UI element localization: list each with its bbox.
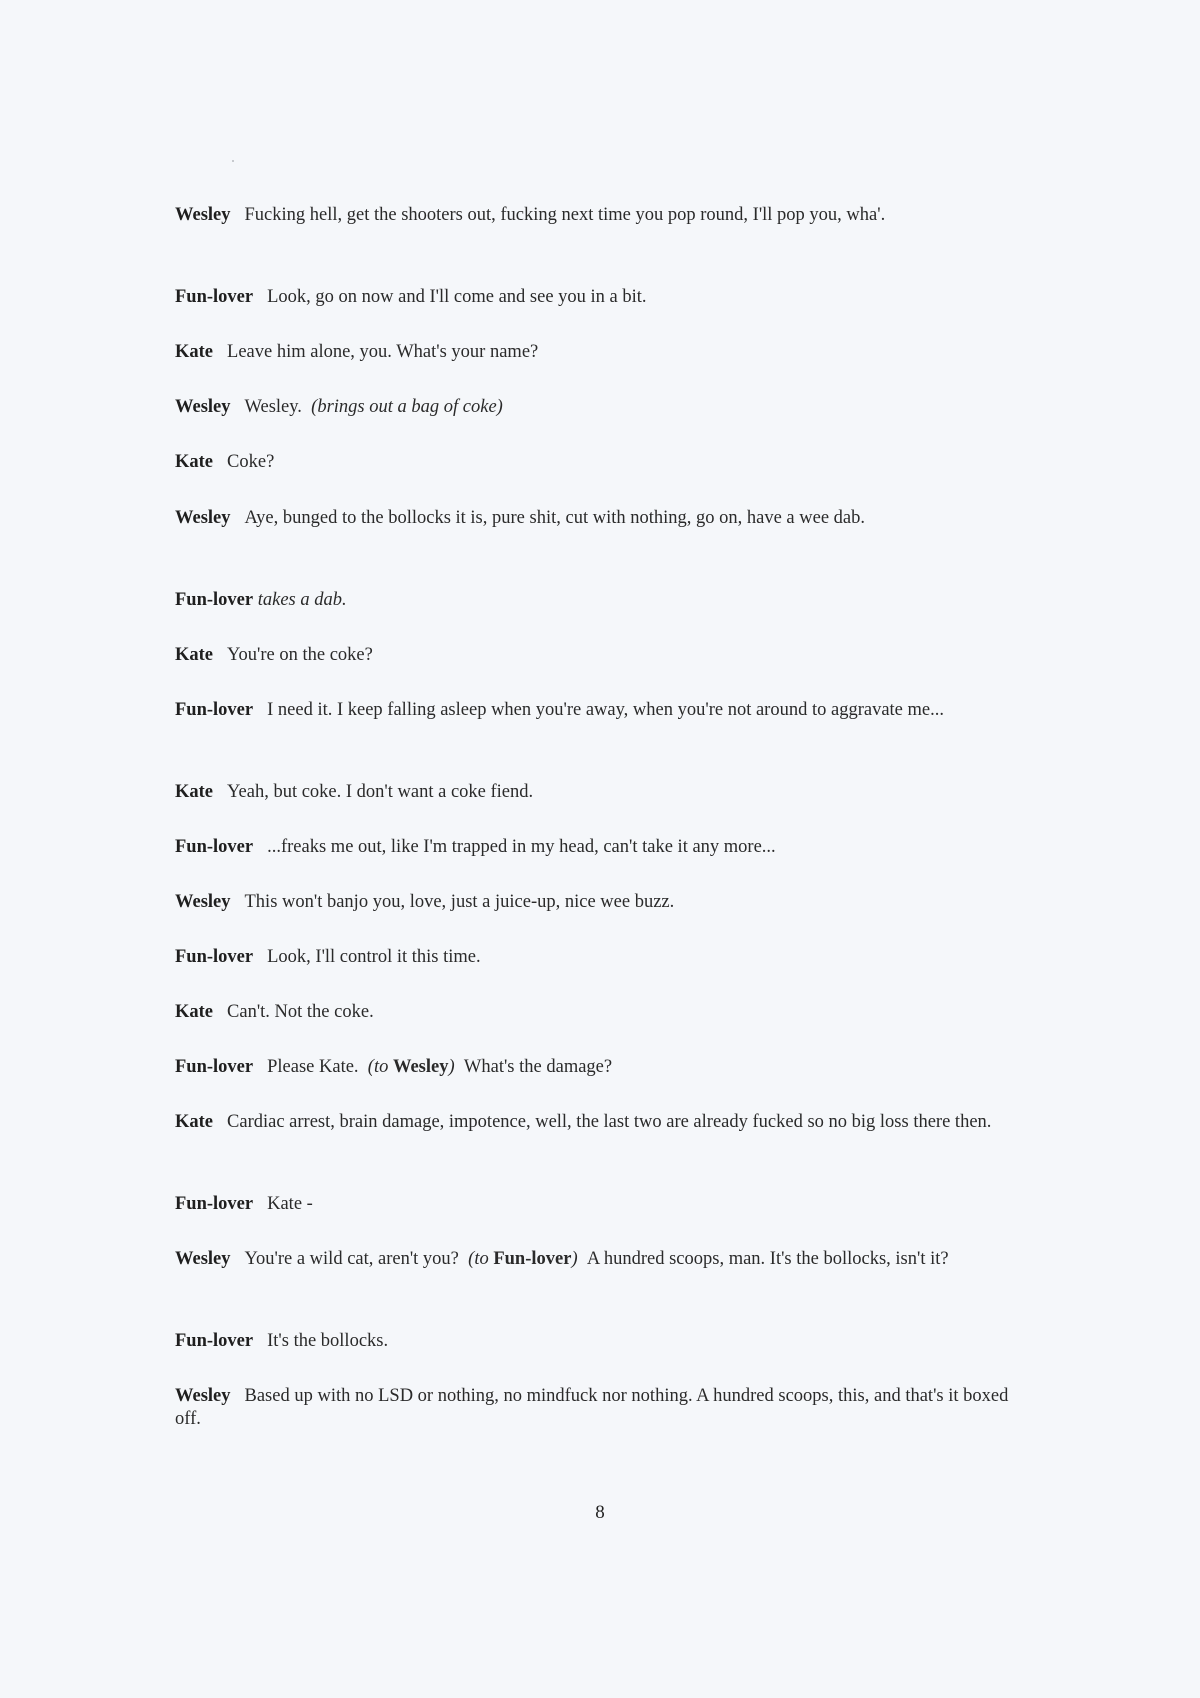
dialogue-line-2 <box>175 286 1030 309</box>
speaker-name: Kate <box>175 645 214 665</box>
speaker-name: Fun-lover <box>175 700 254 720</box>
speaker-name: Kate <box>175 1112 214 1132</box>
dialogue-text: Aye, bunged to the bollocks it is, pure shit, cut with nothing, go on, have a wee dab. <box>244 508 866 528</box>
speaker-name: Wesley <box>175 1386 231 1406</box>
dialogue-line-4 <box>175 396 1030 419</box>
stage-direction <box>368 1057 455 1077</box>
dialogue-text: Can't. Not the coke. <box>227 1002 374 1022</box>
speaker-name: Fun-lover <box>175 287 254 307</box>
dialogue-line-19 <box>175 1330 1030 1353</box>
dialogue-text: Fucking hell, get the shooters out, fucking next time you pop round, I'll pop you, wha'. <box>244 205 886 225</box>
dialogue-line-3 <box>175 341 1030 364</box>
dialogue-text: You're a wild cat, aren't you? <box>244 1249 459 1269</box>
dialogue-text: I need it. I keep falling asleep when you're away, when you're not around to aggravate me... <box>267 700 944 720</box>
page-number: 8 <box>595 1502 605 1523</box>
dialogue-text: Look, go on now and I'll come and see you in a bit. <box>267 287 647 307</box>
direction-prefix: (to <box>367 1057 389 1077</box>
dialogue-line-9 <box>175 699 1030 722</box>
stage-direction <box>468 1249 577 1269</box>
dialogue-text: Yeah, but coke. I don't want a coke fiend. <box>227 782 534 802</box>
dialogue-text: Leave him alone, you. What's your name? <box>227 342 539 362</box>
dialogue-line-7 <box>175 589 1030 612</box>
dialogue-text: Based up with no LSD or nothing, no mindfuck nor nothing. A hundred scoops, this, and that's it boxed off. <box>175 1386 1009 1429</box>
dialogue-text: Please Kate. <box>267 1057 359 1077</box>
speaker-name: Fun-lover <box>175 947 254 967</box>
dialogue-text: Look, I'll control it this time. <box>267 947 481 967</box>
stage-direction: (brings out a bag of coke) <box>311 397 503 417</box>
dialogue-line-12 <box>175 891 1030 914</box>
speaker-name: Wesley <box>175 397 231 417</box>
speaker-name: Kate <box>175 452 214 472</box>
direction-suffix: ) <box>571 1249 578 1269</box>
speaker-name: Wesley <box>175 508 231 528</box>
direction-prefix: (to <box>468 1249 489 1269</box>
dialogue-text: This won't banjo you, love, just a juice-up, nice wee buzz. <box>244 892 675 912</box>
speaker-name: Kate <box>175 1002 214 1022</box>
speaker-name: Fun-lover <box>175 837 254 857</box>
speaker-name: Fun-lover <box>175 1194 254 1214</box>
dialogue-line-8 <box>175 644 1030 667</box>
dialogue-line-13 <box>175 946 1030 969</box>
dialogue-line-18 <box>175 1248 1030 1271</box>
direction-character: Wesley <box>392 1057 449 1077</box>
speaker-name: Wesley <box>175 892 231 912</box>
dialogue-text: Coke? <box>227 452 275 472</box>
stage-direction: takes a dab. <box>257 590 347 610</box>
dialogue-line-5 <box>175 451 1030 474</box>
dialogue-line-11 <box>175 836 1030 859</box>
speaker-name: Wesley <box>175 205 231 225</box>
dialogue-text: Cardiac arrest, brain damage, impotence, well, the last two are already fucked so no big loss there then. <box>227 1112 992 1132</box>
dialogue-line-1 <box>175 204 1030 227</box>
direction-character: Fun-lover <box>493 1249 572 1269</box>
dialogue-text: It's the bollocks. <box>267 1331 389 1351</box>
dialogue-line-14 <box>175 1001 1030 1024</box>
speaker-name: Fun-lover <box>175 1057 254 1077</box>
dialogue-line-16 <box>175 1111 1030 1134</box>
dialogue-line-10 <box>175 781 1030 804</box>
speaker-name: Wesley <box>175 1249 231 1269</box>
dialogue-text: Wesley. <box>244 397 302 417</box>
dialogue-line-15 <box>175 1056 1030 1079</box>
dialogue-text: ...freaks me out, like I'm trapped in my head, can't take it any more... <box>267 837 776 857</box>
speaker-name: Fun-lover <box>175 1331 254 1351</box>
dialogue-line-20 <box>175 1385 1030 1431</box>
dialogue-text: You're on the coke? <box>227 645 373 665</box>
dialogue-line-17 <box>175 1193 1030 1216</box>
paper-speck <box>232 160 234 162</box>
dialogue-text-after: A hundred scoops, man. It's the bollocks, isn't it? <box>586 1249 949 1269</box>
dialogue-text: Kate - <box>267 1194 313 1214</box>
speaker-name: Fun-lover <box>175 590 254 610</box>
dialogue-text-after: What's the damage? <box>463 1057 613 1077</box>
speaker-name: Kate <box>175 342 214 362</box>
dialogue-line-6 <box>175 507 1030 530</box>
speaker-name: Kate <box>175 782 214 802</box>
direction-suffix: ) <box>448 1057 455 1077</box>
